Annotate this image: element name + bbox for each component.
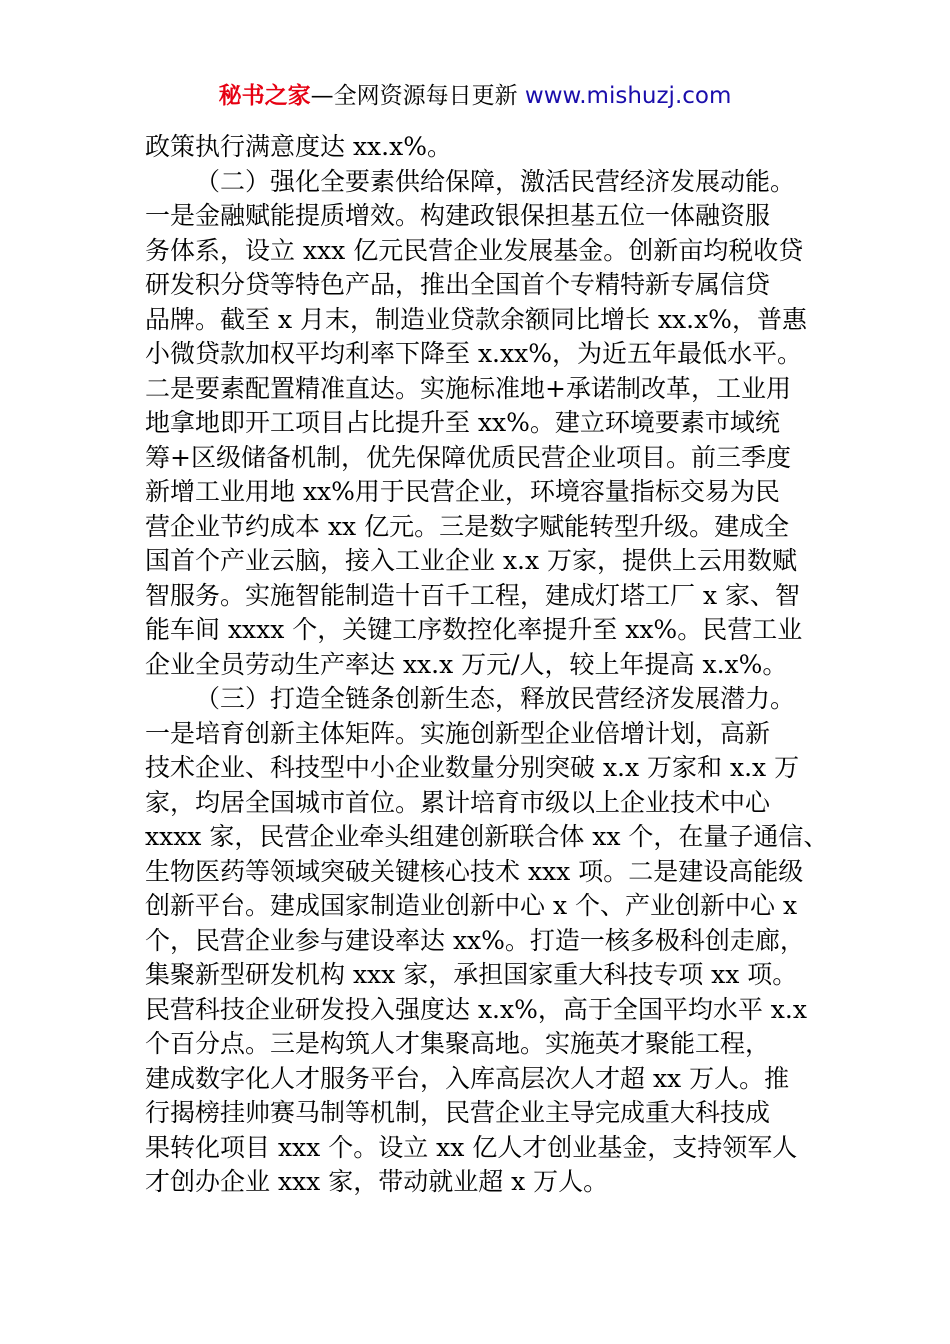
text-line: 务体系，设立 xxx 亿元民营企业发展基金。创新亩均税收贷 bbox=[145, 235, 804, 265]
text-line: 家，均居全国城市首位。累计培育市级以上企业技术中心 bbox=[145, 787, 771, 817]
brand-name: 秘书之家 bbox=[218, 83, 311, 109]
text-line: 智服务。实施智能制造十百千工程，建成灯塔工厂 x 家、智 bbox=[145, 580, 800, 610]
text-line: 行揭榜挂帅赛马制等机制，民营企业主导完成重大科技成 bbox=[145, 1098, 771, 1127]
site-url-link[interactable]: www.mishuzj.com bbox=[524, 83, 732, 109]
text-line: 研发积分贷等特色产品，推出全国首个专精特新专属信贷 bbox=[145, 270, 771, 299]
text-line: 果转化项目 xxx 个。设立 xx 亿人才创业基金，支持领军人 bbox=[145, 1132, 798, 1162]
text-line: 一是培育创新主体矩阵。实施创新型企业倍增计划，高新 bbox=[145, 718, 771, 748]
text-line: 政策执行满意度达 xx.x%。 bbox=[145, 132, 452, 161]
text-line: 企业全员劳动生产率达 xx.x 万元/人，较上年提高 x.x%。 bbox=[145, 649, 788, 679]
text-line: 小微贷款加权平均利率下降至 x.xx%，为近五年最低水平。 bbox=[145, 339, 802, 368]
text-line: 二是要素配置精准直达。实施标准地+承诺制改革，工业用 bbox=[145, 373, 791, 403]
section-heading: （二）强化全要素供给保障，激活民营经济发展动能。 bbox=[195, 166, 796, 196]
text-line: 营企业节约成本 xx 亿元。三是数字赋能转型升级。建成全 bbox=[145, 511, 790, 541]
text-line: 一是金融赋能提质增效。构建政银保担基五位一体融资服 bbox=[145, 201, 771, 230]
text-line: 民营科技企业研发投入强度达 x.x%，高于全国平均水平 x.x bbox=[145, 994, 807, 1024]
document-body bbox=[145, 130, 829, 1200]
text-line: 能车间 xxxx 个，关键工序数控化率提升至 xx%。民营工业 bbox=[145, 615, 803, 644]
text-line: 生物医药等领域突破关键核心技术 xxx 项。二是建设高能级 bbox=[145, 856, 804, 886]
text-line: 新增工业用地 xx%用于民营企业，环境容量指标交易为民 bbox=[145, 477, 780, 506]
section-heading: （三）打造全链条创新生态，释放民营经济发展潜力。 bbox=[195, 684, 796, 713]
text-line: 个百分点。三是构筑人才集聚高地。实施英才聚能工程， bbox=[145, 1029, 771, 1058]
page-header bbox=[0, 80, 950, 112]
text-line: 个，民营企业参与建设率达 xx%。打造一核多极科创走廊， bbox=[145, 925, 805, 955]
text-line: 国首个产业云脑，接入工业企业 x.x 万家，提供上云用数赋 bbox=[145, 546, 798, 575]
text-line: 建成数字化人才服务平台，入库高层次人才超 xx 万人。推 bbox=[145, 1063, 790, 1093]
text-line: 创新平台。建成国家制造业创新中心 x 个、产业创新中心 x bbox=[145, 891, 798, 920]
text-line: xxxx 家，民营企业牵头组建创新联合体 xx 个，在量子通信、 bbox=[145, 822, 829, 851]
text-line: 集聚新型研发机构 xxx 家，承担国家重大科技专项 xx 项。 bbox=[145, 960, 798, 989]
text-line: 才创办企业 xxx 家，带动就业超 x 万人。 bbox=[145, 1167, 609, 1196]
text-line: 筹+区级储备机制，优先保障优质民营企业项目。前三季度 bbox=[145, 442, 791, 472]
text-line: 技术企业、科技型中小企业数量分别突破 x.x 万家和 x.x 万 bbox=[145, 753, 800, 782]
text-line: 地拿地即开工项目占比提升至 xx%。建立环境要素市域统 bbox=[145, 408, 780, 437]
header-tagline: —全网资源每日更新 bbox=[310, 83, 525, 109]
text-line: 品牌。截至 x 月末，制造业贷款余额同比增长 xx.x%，普惠 bbox=[145, 304, 807, 334]
